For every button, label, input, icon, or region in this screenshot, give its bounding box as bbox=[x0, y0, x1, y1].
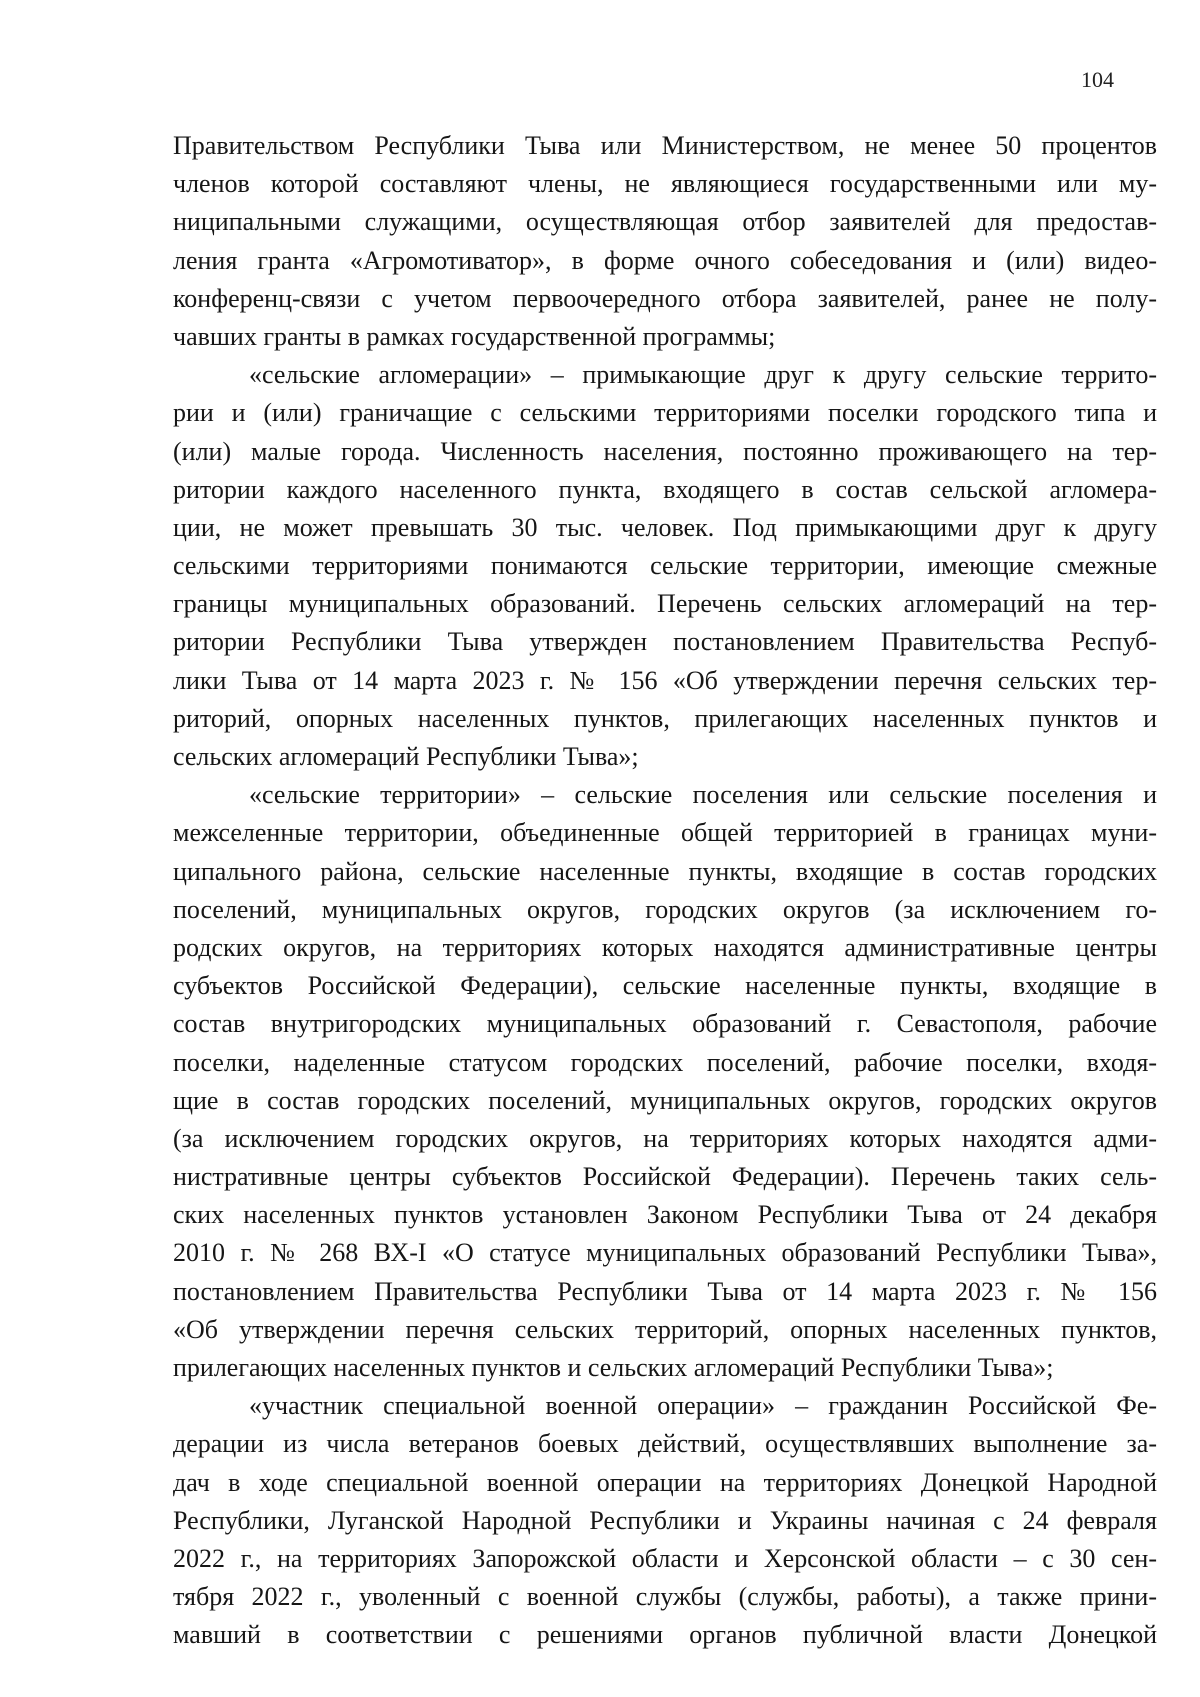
text-line: нистративные центры субъектов Российской Федерации). Перечень таких сель- bbox=[173, 1162, 1157, 1192]
text-line: чавших гранты в рамках государственной программы; bbox=[173, 321, 776, 351]
text-line: сельских агломераций Республики Тыва»; bbox=[173, 742, 639, 771]
text-line: конференц-связи с учетом первоочередного отбора заявителей, ранее не полу- bbox=[173, 283, 1157, 313]
text-line: сельскими территориями понимаются сельские территории, имеющие смежные bbox=[173, 551, 1157, 581]
paragraph bbox=[173, 127, 1157, 356]
text-line: Правительством Республики Тыва или Министерством, не менее 50 процентов bbox=[173, 131, 1157, 160]
text-line: ления гранта «Агромотиватор», в форме очного собеседования и (или) видео- bbox=[173, 245, 1157, 275]
text-line: межселенные территории, объединенные общей территорией в границах муни- bbox=[173, 818, 1157, 848]
paragraph bbox=[173, 356, 1157, 776]
text-line: дерации из числа ветеранов боевых действий, осуществлявших выполнение за- bbox=[173, 1429, 1157, 1459]
text-line: ципального района, сельские населенные пункты, входящие в состав городских bbox=[173, 856, 1157, 886]
text-line: субъектов Российской Федерации), сельские населенные пункты, входящие в bbox=[173, 971, 1157, 1001]
text-line: Республики, Луганской Народной Республики и Украины начиная с 24 февраля bbox=[173, 1505, 1157, 1535]
text-line: «участник специальной военной операции» – гражданин Российской Фе- bbox=[249, 1391, 1157, 1421]
text-line: тября 2022 г., уволенный с военной службы (службы, работы), а также прини- bbox=[173, 1582, 1157, 1612]
text-line: «сельские территории» – сельские поселения или сельские поселения и bbox=[249, 780, 1157, 810]
text-line: (или) малые города. Численность населения, постоянно проживающего на тер- bbox=[173, 436, 1157, 466]
document-body bbox=[173, 127, 1157, 1655]
page-number: 104 bbox=[1081, 67, 1114, 92]
text-line: поселки, наделенные статусом городских поселений, рабочие поселки, входя- bbox=[173, 1047, 1157, 1077]
text-line: «сельские агломерации» – примыкающие друг к другу сельские террито- bbox=[249, 360, 1157, 390]
text-line: членов которой составляют члены, не являющиеся государственными или му- bbox=[173, 169, 1157, 199]
text-line: риторий, опорных населенных пунктов, прилегающих населенных пунктов и bbox=[173, 703, 1157, 733]
text-line: постановлением Правительства Республики Тыва от 14 марта 2023 г. № 156 bbox=[173, 1276, 1157, 1306]
paragraph bbox=[173, 776, 1157, 1387]
text-line: ниципальными служащими, осуществляющая отбор заявителей для предостав- bbox=[173, 207, 1157, 237]
paragraph bbox=[173, 1387, 1157, 1654]
text-line: поселений, муниципальных округов, городских округов (за исключением го- bbox=[173, 894, 1157, 924]
text-line: 2010 г. № 268 ВХ-I «О статусе муниципальных образований Республики Тыва», bbox=[173, 1238, 1157, 1268]
text-line: ции, не может превышать 30 тыс. человек. Под примыкающими друг к другу bbox=[173, 512, 1157, 542]
text-line: родских округов, на территориях которых находятся административные центры bbox=[173, 932, 1157, 962]
text-line: 2022 г., на территориях Запорожской области и Херсонской области – с 30 сен- bbox=[173, 1543, 1157, 1573]
text-line: ских населенных пунктов установлен Законом Республики Тыва от 24 декабря bbox=[173, 1200, 1157, 1230]
text-line: прилегающих населенных пунктов и сельских агломераций Республики Тыва»; bbox=[173, 1353, 1054, 1382]
text-line: ритории Республики Тыва утвержден постановлением Правительства Респуб- bbox=[173, 627, 1157, 657]
text-line: мавший в соответствии с решениями органов публичной власти Донецкой bbox=[173, 1620, 1157, 1650]
text-line: ритории каждого населенного пункта, входящего в состав сельской агломера- bbox=[173, 474, 1157, 504]
text-line: границы муниципальных образований. Перечень сельских агломераций на тер- bbox=[173, 589, 1157, 619]
text-line: состав внутригородских муниципальных образований г. Севастополя, рабочие bbox=[173, 1009, 1157, 1039]
text-line: «Об утверждении перечня сельских территорий, опорных населенных пунктов, bbox=[173, 1314, 1157, 1344]
text-line: лики Тыва от 14 марта 2023 г. № 156 «Об утверждении перечня сельских тер- bbox=[173, 665, 1157, 695]
text-line: (за исключением городских округов, на территориях которых находятся адми- bbox=[173, 1123, 1157, 1153]
text-line: щие в состав городских поселений, муниципальных округов, городских округов bbox=[173, 1085, 1157, 1115]
text-line: рии и (или) граничащие с сельскими территориями поселки городского типа и bbox=[173, 398, 1157, 428]
text-line: дач в ходе специальной военной операции на территориях Донецкой Народной bbox=[173, 1467, 1157, 1497]
